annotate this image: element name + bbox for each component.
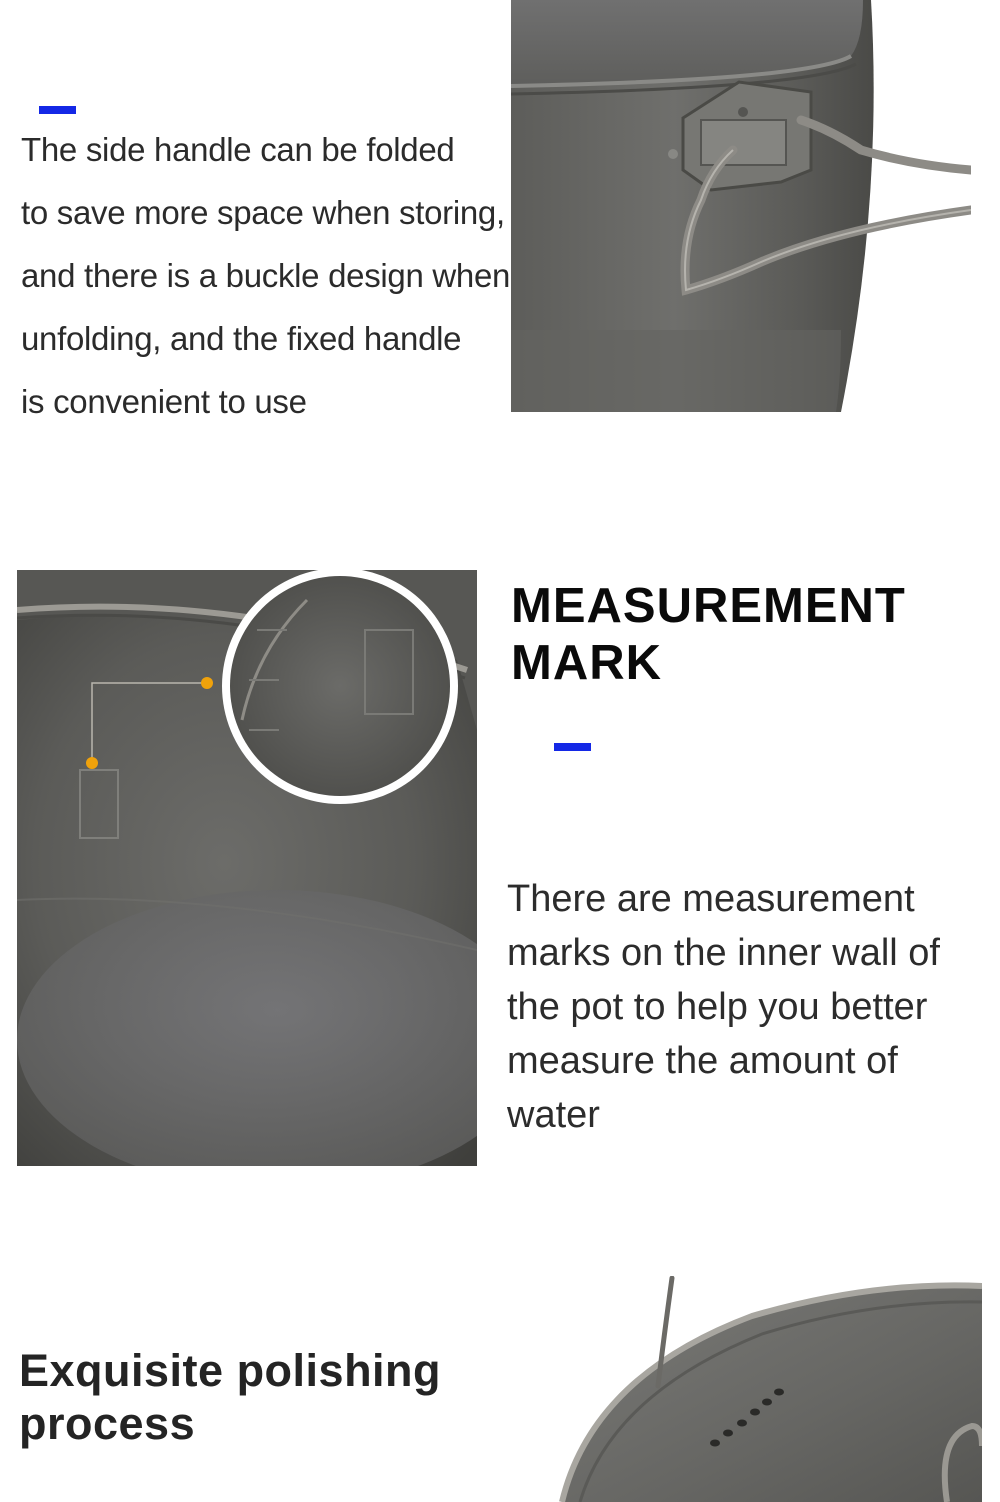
measurement-title-line: MEASUREMENT	[511, 579, 906, 633]
measurement-description-line: marks on the inner wall of	[507, 932, 940, 974]
handle-description-line: and there is a buckle design when	[21, 257, 511, 294]
handle-description-line: The side handle can be folded	[21, 131, 455, 168]
measurement-title-line: MARK	[511, 636, 662, 690]
measurement-description-line: measure the amount of	[507, 1040, 898, 1082]
handle-description-line: is convenient to use	[21, 383, 307, 420]
polishing-title-line: Exquisite polishing	[19, 1345, 442, 1396]
accent-bar-measurement	[554, 743, 591, 751]
measurement-zoom-circle	[222, 570, 458, 804]
pot-side-handle-photo	[511, 0, 971, 412]
measurement-description-line: the pot to help you better	[507, 986, 928, 1028]
callout-dot	[201, 677, 213, 689]
pot-interior-photo	[17, 570, 477, 1166]
handle-description	[21, 118, 511, 433]
polishing-title-line: process	[19, 1398, 196, 1449]
measurement-description	[507, 872, 977, 1142]
polishing-title	[19, 1344, 499, 1450]
pot-lid-photo	[552, 1276, 982, 1502]
measurement-description-line: There are measurement	[507, 878, 915, 920]
measurement-description-line: water	[507, 1094, 600, 1136]
accent-bar-handle	[39, 106, 76, 114]
handle-description-line: to save more space when storing,	[21, 194, 505, 231]
handle-description-line: unfolding, and the fixed handle	[21, 320, 462, 357]
measurement-title	[511, 578, 981, 692]
